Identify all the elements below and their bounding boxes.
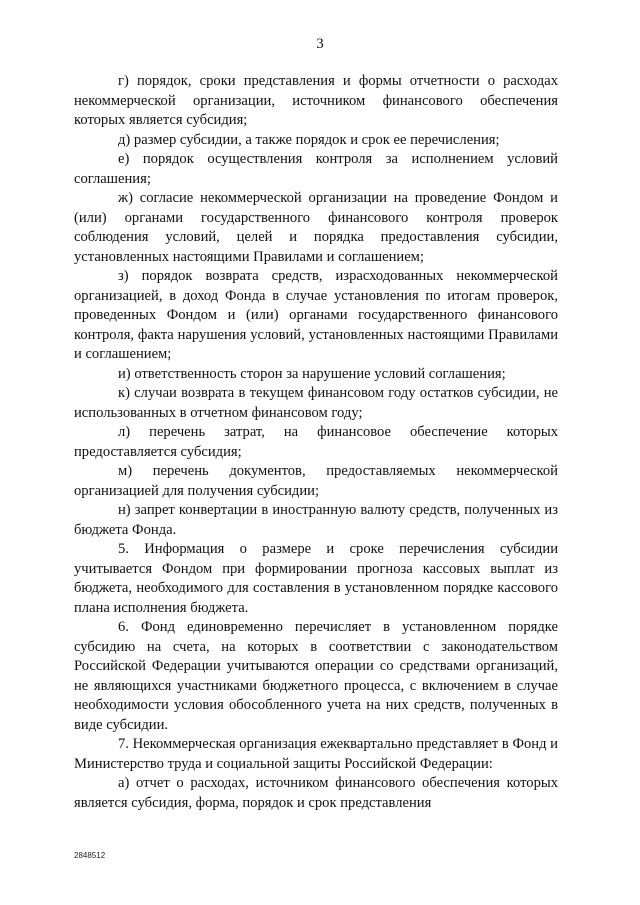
paragraph-m: м) перечень документов, предоставляемых некоммерческой организацией для получения субсидии; — [74, 463, 558, 499]
paragraph-6: 6. Фонд единовременно перечисляет в установленном порядке субсидию на счета, на которых в соответствии с законодательством Российской Федерации учитываются операции со средствами организаций, не являющихся участниками бюджетного процесса, с включением в случае необходимости условия обособленного учета на них средств, полученных в виде субсидии. — [74, 619, 558, 733]
paragraph-l: л) перечень затрат, на финансовое обеспечение которых предоставляется субсидия; — [74, 424, 558, 460]
paragraph-d: д) размер субсидии, а также порядок и срок ее перечисления; — [118, 131, 500, 148]
paragraph-zh: ж) согласие некоммерческой организации на проведение Фондом и (или) органами государственного финансового контроля проверок соблюдения условий, целей и порядка предоставления субсидии, установленных настоящими Правилами и соглашением; — [74, 190, 558, 265]
paragraph-5: 5. Информация о размере и сроке перечисления субсидии учитывается Фондом при формировании прогноза кассовых выплат из бюджета, необходимого для составления в установленном порядке кассового плана исполнения бюджета. — [74, 541, 558, 616]
paragraph-7: 7. Некоммерческая организация ежеквартально представляет в Фонд и Министерство труда и социальной защиты Российской Федерации: — [74, 736, 558, 772]
page-number: 3 — [316, 36, 324, 52]
paragraph-k: к) случаи возврата в текущем финансовом году остатков субсидии, не использованных в отчетном финансовом году; — [74, 385, 558, 421]
paragraph-i: и) ответственность сторон за нарушение условий соглашения; — [118, 365, 506, 382]
paragraph-n: н) запрет конвертации в иностранную валюту средств, полученных из бюджета Фонда. — [74, 502, 558, 538]
document-body — [74, 72, 558, 813]
paragraph-g: г) порядок, сроки представления и формы отчетности о расходах некоммерческой организации, источником финансового обеспечения которых является субсидия; — [74, 73, 558, 128]
paragraph-e: е) порядок осуществления контроля за исполнением условий соглашения; — [74, 151, 558, 187]
paragraph-7a: а) отчет о расходах, источником финансового обеспечения которых является субсидия, форма, порядок и срок представления — [74, 775, 558, 811]
document-code: 2848512 — [74, 851, 106, 860]
paragraph-z: з) порядок возврата средств, израсходованных некоммерческой организацией, в доход Фонда в случае установления по итогам проверок, проведенных Фондом и (или) органами государственного финансового контроля, факта нарушения условий, установленных настоящими Правилами и соглашением; — [74, 268, 558, 362]
